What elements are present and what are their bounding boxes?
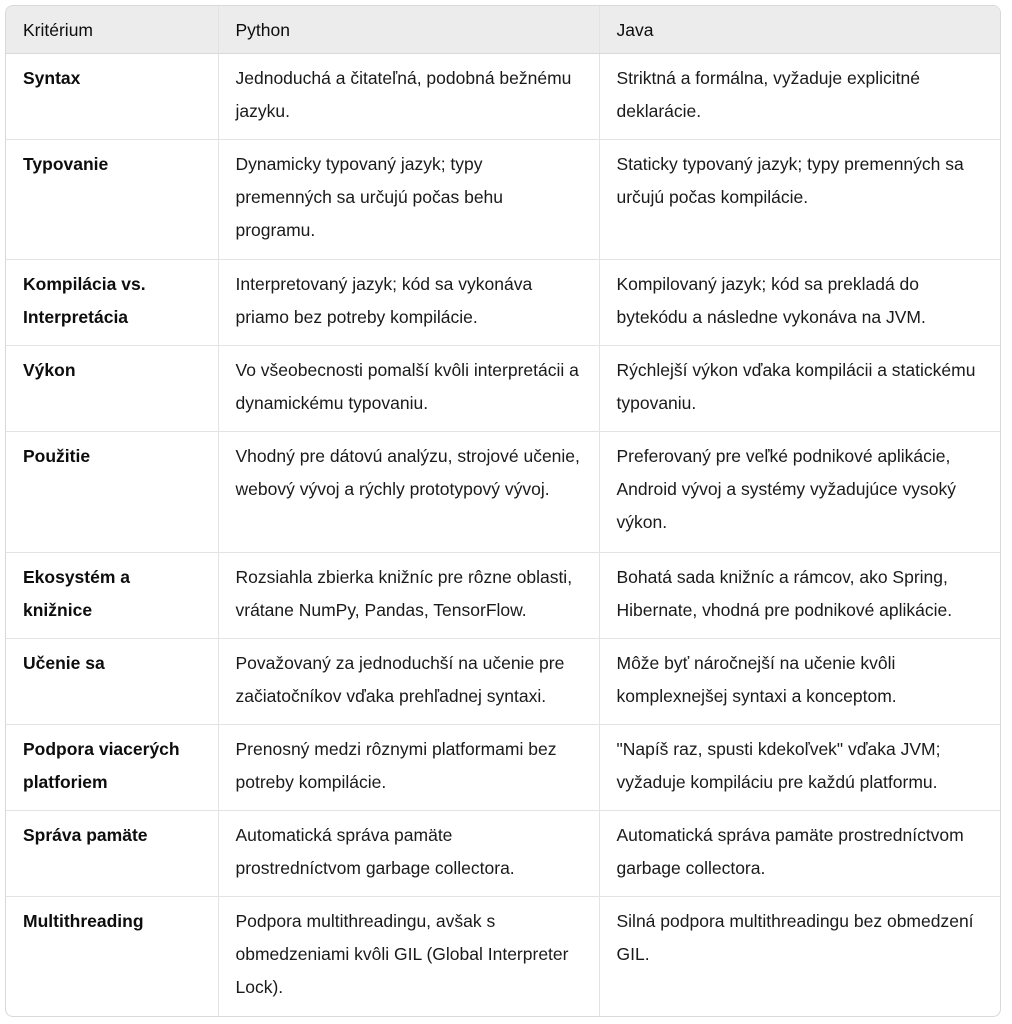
cell-criterion: Správa pamäte	[6, 810, 218, 896]
cell-java: Staticky typovaný jazyk; typy premenných sa určujú počas kompilácie.	[599, 140, 1000, 260]
cell-java: Striktná a formálna, vyžaduje explicitné deklarácie.	[599, 54, 1000, 140]
table-header-row	[6, 6, 1000, 54]
header-criterion: Kritérium	[6, 6, 218, 54]
cell-criterion: Podpora viacerých platforiem	[6, 724, 218, 810]
table-row	[6, 260, 1000, 346]
cell-criterion: Ekosystém a knižnice	[6, 552, 218, 638]
table-row	[6, 724, 1000, 810]
cell-criterion: Multithreading	[6, 896, 218, 1016]
cell-python: Podpora multithreadingu, avšak s obmedzeniami kvôli GIL (Global Interpreter Lock).	[218, 896, 599, 1016]
cell-java: Bohatá sada knižníc a rámcov, ako Spring, Hibernate, vhodná pre podnikové aplikácie.	[599, 552, 1000, 638]
table-row	[6, 140, 1000, 260]
cell-python: Považovaný za jednoduchší na učenie pre začiatočníkov vďaka prehľadnej syntaxi.	[218, 638, 599, 724]
cell-criterion: Použitie	[6, 432, 218, 552]
cell-java: Môže byť náročnejší na učenie kvôli komplexnejšej syntaxi a konceptom.	[599, 638, 1000, 724]
table-body	[6, 54, 1000, 1017]
cell-java: Preferovaný pre veľké podnikové aplikácie, Android vývoj a systémy vyžadujúce vysoký výkon.	[599, 432, 1000, 552]
table-row	[6, 896, 1000, 1016]
cell-python: Interpretovaný jazyk; kód sa vykonáva priamo bez potreby kompilácie.	[218, 260, 599, 346]
cell-python: Dynamicky typovaný jazyk; typy premenných sa určujú počas behu programu.	[218, 140, 599, 260]
table-row	[6, 552, 1000, 638]
cell-python: Rozsiahla zbierka knižníc pre rôzne oblasti, vrátane NumPy, Pandas, TensorFlow.	[218, 552, 599, 638]
table-row	[6, 346, 1000, 432]
comparison-table	[5, 5, 1001, 1017]
cell-java: Rýchlejší výkon vďaka kompilácii a statickému typovaniu.	[599, 346, 1000, 432]
table-row	[6, 432, 1000, 552]
cell-python: Automatická správa pamäte prostredníctvom garbage collectora.	[218, 810, 599, 896]
cell-criterion: Kompilácia vs. Interpretácia	[6, 260, 218, 346]
header-java: Java	[599, 6, 1000, 54]
cell-java: Kompilovaný jazyk; kód sa prekladá do bytekódu a následne vykonáva na JVM.	[599, 260, 1000, 346]
cell-python: Jednoduchá a čitateľná, podobná bežnému jazyku.	[218, 54, 599, 140]
cell-criterion: Výkon	[6, 346, 218, 432]
header-python: Python	[218, 6, 599, 54]
cell-criterion: Syntax	[6, 54, 218, 140]
cell-python: Prenosný medzi rôznymi platformami bez potreby kompilácie.	[218, 724, 599, 810]
cell-criterion: Typovanie	[6, 140, 218, 260]
cell-python: Vo všeobecnosti pomalší kvôli interpretácii a dynamickému typovaniu.	[218, 346, 599, 432]
cell-criterion: Učenie sa	[6, 638, 218, 724]
cell-python: Vhodný pre dátovú analýzu, strojové učenie, webový vývoj a rýchly prototypový vývoj.	[218, 432, 599, 552]
table-header	[6, 6, 1000, 54]
cell-java: Automatická správa pamäte prostredníctvom garbage collectora.	[599, 810, 1000, 896]
cell-java: "Napíš raz, spusti kdekoľvek" vďaka JVM; vyžaduje kompiláciu pre každú platformu.	[599, 724, 1000, 810]
table-row	[6, 54, 1000, 140]
table-row	[6, 810, 1000, 896]
cell-java: Silná podpora multithreadingu bez obmedzení GIL.	[616, 910, 974, 964]
table-row	[6, 638, 1000, 724]
comparison-table-grid	[6, 6, 1000, 1016]
